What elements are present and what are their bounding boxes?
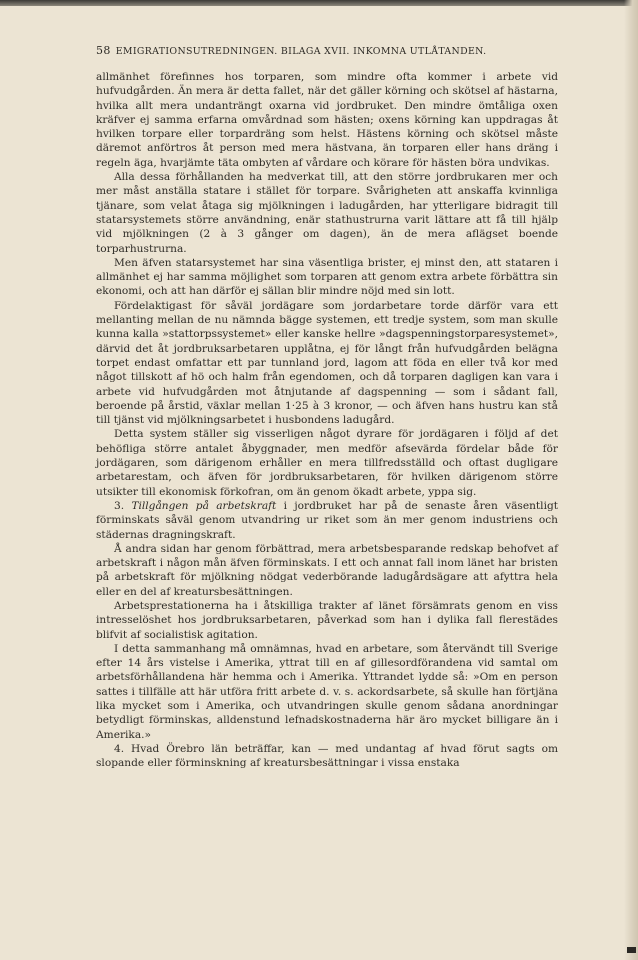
page-number: 58 <box>96 44 111 57</box>
paragraph-6 <box>96 499 558 542</box>
paragraph-3: Men äfven statarsystemet har sina väsentliga brister, ej minst den, att stataren i allmänhet ej har samma möjlighet som torparen att genom extra arbete förbättra sin ekonomi, och att han därför ej sällan blir mindre nöjd med sin lott. <box>96 256 558 298</box>
paragraph-9: I detta sammanhang må omnämnas, hvad en arbetare, som återvändt till Sverige efter 14 års vistelse i Amerika, yttrat till en af gillesordförandena vid samtal om arbetsförhållandena här hemma och i Amerika. Yttrandet lydde så: »Om en person sattes i tillfälle att här utföra fritt arbete d. v. s. ackordsarbete, så skulle han förtjäna lika mycket som i Amerika, och utvandringen skulle genom sådana anordningar betydligt förminskas, alldenstund lefnadskostnaderna här äro mycket billigare än i Amerika.» <box>96 642 558 741</box>
paragraph-4: Fördelaktigast för såväl jordägare som jordarbetare torde därför vara ett mellanting mellan de nu nämnda bägge systemen, ett tredje system, som man skulle kunna kalla »stattorpssystemet» eller kanske hellre »dagspenningstorparesystemet», därvid det åt jordbruksarbetaren upplåtna, ej för långt från hufvudgården belägna torpet endast omfattar ett par tunnland jord, lagom att föda en eller två kor med något tillskott af hö och halm från egendomen, och då torparen dagligen kan vara i arbete vid hufvudgården mot åtnjutande af dagspenning — som i sådant fall, beroende på årstid, växlar mellan 1·25 à 3 kronor, — och äfven hans hustru kan stå till tjänst vid mjölkningsarbetet i husbondens ladugård. <box>96 299 558 427</box>
page-top-edge <box>0 0 638 6</box>
section-number: 3. <box>114 499 132 512</box>
body-text <box>96 70 558 771</box>
section-heading-italic: Tillgången på arbetskraft <box>131 499 277 512</box>
running-title: EMIGRATIONSUTREDNINGEN. BILAGA XVII. INKOMNA UTLÅTANDEN. <box>115 46 487 57</box>
paragraph-2: Alla dessa förhållanden ha medverkat till, att den större jordbrukaren mer och mer måst anställa statare i stället för torpare. Svårigheten att anskaffa kvinnliga tjänare, som velat åtaga sig mjölkningen i ladugården, har ytterligare bidragit till statarsystemets större användning, enär stathustrurna varit lättare att få till hjälp vid mjölkningen (2 à 3 gånger om dagen), än de mera aflägset boende torparhustrurna. <box>96 171 558 255</box>
paragraph-8: Arbetsprestationerna ha i åtskilliga trakter af länet försämrats genom en viss intresselöshet hos jordbruksarbetaren, påverkad som han i dylika fall flerestädes blifvit af socialistisk agitation. <box>96 599 558 641</box>
document-page <box>96 44 558 771</box>
paragraph-1: allmänhet förefinnes hos torparen, som mindre ofta kommer i arbete vid hufvudgården. Än mera är detta fallet, när det gäller körning och skötsel af hästarna, hvilka allt mera undanträngt oxarna vid jordbruket. Den mindre ömtåliga oxen kräfver ej samma erfarna omvårdnad som hästen; oxens körning kan uppdragas åt hvilken torpare eller torpardräng som helst. Hästens körning och skötsel måste däremot anförtros åt person med mera hästvana, än torparen eller hans dräng i regeln äga, hvarjämte täta ombyten af vårdare och körare för hästen böra undvikas. <box>96 71 558 169</box>
page-right-edge <box>624 0 638 960</box>
paragraph-7: Å andra sidan har genom förbättrad, mera arbetsbesparande redskap behofvet af arbetskraft i någon mån äfven förminskats. I ett och annat fall inom länet har bristen på arbetskraft för mjölkning nödgat vederbörande ladugårdsägare att afyttra hela eller en del af kreatursbesättningen. <box>96 542 558 598</box>
paragraph-5: Detta system ställer sig visserligen något dyrare för jordägaren i följd af det behöfliga större antalet åbyggnader, men medför afsevärda fördelar både för jordägaren, som därigenom erhåller en mera tillfredsställd och oftast dugligare arbetarestam, och äfven för jordbruksarbetaren, för hvilken därigenom större utsikter till ekonomisk förkofran, om än genom ökadt arbete, yppa sig. <box>96 428 558 498</box>
page-tab-marker <box>627 947 636 953</box>
running-header <box>96 44 558 70</box>
paragraph-10: 4. Hvad Örebro län beträffar, kan — med undantag af hvad förut sagts om slopande eller förminskning af kreatursbesättningar i vissa enstaka <box>96 742 558 770</box>
paragraph-6-text: i jordbruket har på de senaste åren väsentligt förminskats såväl genom utvandring ur riket som än mer genom industriens och städernas dragningskraft. <box>96 499 558 541</box>
